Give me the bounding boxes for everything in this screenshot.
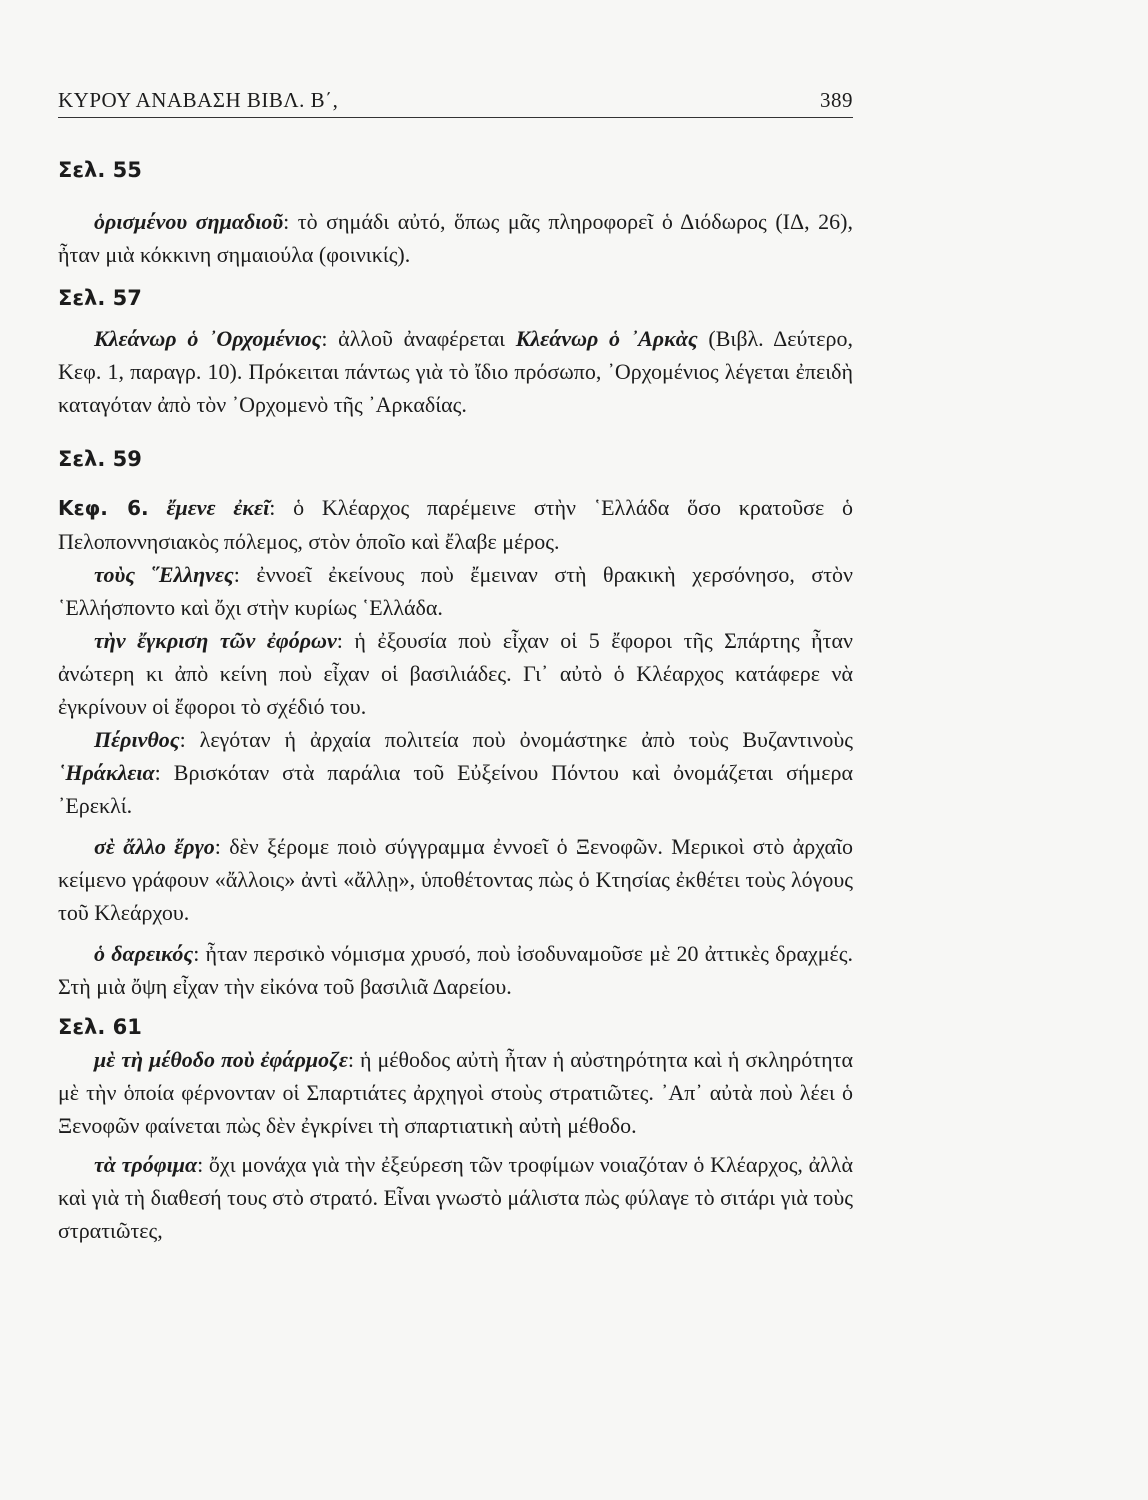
note-text: (Βιβλ. Δεύτερο, Κεφ. 1, παραγρ. 10). Πρόκειται πάντως γιὰ τὸ ἴδιο πρόσωπο, ᾿Ορχομένιος λέγεται ἐπειδὴ καταγόταν ἀπὸ τὸν ᾿Ορχομενὸ τῆς ᾿Αρκαδίας.	[58, 326, 853, 417]
header-title: ΚΥΡΟΥ ΑΝΑΒΑΣΗ ΒΙΒΛ. Β΄,	[58, 88, 339, 112]
note-text: : λεγόταν ἡ ἀρχαία πολιτεία ποὺ ὀνομάστηκε ἀπὸ τοὺς Βυζαντινοὺς	[179, 727, 853, 752]
note-term: ὁ δαρεικός	[94, 941, 194, 966]
note-term: ῾Ηράκλεια	[58, 760, 155, 785]
section-heading-59: Σελ. 59	[58, 447, 142, 471]
note-term: Κλεάνωρ ὁ ᾿Ορχομένιος	[94, 326, 322, 351]
note-term: ὁρισμένου σημαδιοῦ	[94, 209, 284, 234]
note-text: : ἀλλοῦ ἀναφέρεται	[321, 326, 516, 351]
note-term: σὲ ἄλλο ἔργο	[94, 834, 215, 859]
running-header	[58, 88, 853, 118]
note-text: : ἐννοεῖ ἐκείνους ποὺ ἔμειναν στὴ θρακικὴ χερσόνησο, στὸν ῾Ελλήσποντο καὶ ὄχι στὴν κυρίως ῾Ελλάδα.	[58, 562, 853, 620]
section-heading-55: Σελ. 55	[58, 158, 142, 182]
note-paragraph	[58, 205, 853, 271]
note-text: : ὁ Κλέαρχος παρέμεινε στὴν ῾Ελλάδα ὅσο κρατοῦσε ὁ Πελοποννησιακὸς πόλεμος, στὸν ὁποῖο καὶ ἔλαβε μέρος.	[58, 495, 854, 554]
note-term: τὰ τρόφιμα	[94, 1152, 198, 1177]
note-text: : ἡ μέθοδος αὐτὴ ἦταν ἡ αὐστηρότητα καὶ ἡ σκληρότητα μὲ τὴν ὁποία φέρνονταν οἱ Σπαρτιάτες ἀρχηγοὶ στοὺς στρατιῶτες. ᾿Απ᾿ αὐτὰ ποὺ λέει ὁ Ξενοφῶν φαίνεται πὼς δὲν ἐγκρίνει τὴ σπαρτιατικὴ αὐτὴ μέθοδο.	[58, 1047, 853, 1138]
note-term: τοὺς ῞Ελληνες	[94, 562, 234, 587]
note-text: : Βρισκόταν στὰ παράλια τοῦ Εὐξείνου Πόντου καὶ ὀνομάζεται σήμερα ᾿Ερεκλί.	[58, 760, 853, 818]
note-paragraph	[58, 624, 853, 723]
page-number: 389	[820, 88, 853, 112]
note-paragraph	[58, 830, 853, 929]
note-paragraph	[58, 723, 853, 822]
note-text: : τὸ σημάδι αὐτό, ὅπως μᾶς πληροφορεῖ ὁ Διόδωρος (ΙΔ, 26), ἦταν μιὰ κόκκινη σημαιούλα (φοινικίς).	[58, 209, 853, 267]
note-paragraph	[58, 1043, 853, 1142]
note-term: μὲ τὴ μέθοδο ποὺ ἐφάρμοζε	[94, 1047, 348, 1072]
note-text: : ὄχι μονάχα γιὰ τὴν ἐξεύρεση τῶν τροφίμων νοιαζόταν ὁ Κλέαρχος, ἀλλὰ καὶ γιὰ τὴ διαθεσή τους στὸ στρατό. Εἶναι γνωστὸ μάλιστα πὼς φύλαγε τὸ σιτάρι γιὰ τοὺς στρατιῶτες,	[58, 1152, 854, 1243]
note-term: τὴν ἔγκριση τῶν ἐφόρων	[94, 628, 337, 653]
note-term: Κλεάνωρ ὁ ᾿Αρκὰς	[515, 326, 698, 351]
book-page	[58, 88, 853, 1247]
note-paragraph	[58, 322, 853, 421]
note-text: : δὲν ξέρομε ποιὸ σύγγραμμα ἐννοεῖ ὁ Ξενοφῶν. Μερικοὶ στὸ ἀρχαῖο κείμενο γράφουν «ἄλλοις» ἀντὶ «ἄλλῃ», ὑποθέτοντας πὼς ὁ Κτησίας ἐκθέτει τοὺς λόγους τοῦ Κλεάρχου.	[58, 834, 853, 925]
note-paragraph	[58, 937, 853, 1003]
note-paragraph	[58, 558, 853, 624]
chapter-label: Κεφ. 6.	[58, 496, 149, 520]
section-heading-61: Σελ. 61	[58, 1015, 142, 1039]
note-term: Πέρινθος	[94, 727, 180, 752]
section-heading-57: Σελ. 57	[58, 286, 142, 310]
note-paragraph	[58, 1148, 853, 1247]
note-term: ἔμενε ἐκεῖ	[166, 495, 270, 520]
note-text: : ἡ ἐξουσία ποὺ εἶχαν οἱ 5 ἔφοροι τῆς Σπάρτης ἦταν ἀνώτερη κι ἀπὸ κείνη ποὺ εἶχαν οἱ βασιλιάδες. Γι᾿ αὐτὸ ὁ Κλέαρχος κατάφερε νὰ ἐγκρίνουν οἱ ἔφοροι τὸ σχέδιό του.	[58, 628, 853, 719]
note-text: : ἦταν περσικὸ νόμισμα χρυσό, ποὺ ἰσοδυναμοῦσε μὲ 20 ἀττικὲς δραχμές. Στὴ μιὰ ὄψη εἶχαν τὴν εἰκόνα τοῦ βασιλιᾶ Δαρείου.	[58, 941, 853, 999]
note-paragraph	[58, 491, 853, 558]
